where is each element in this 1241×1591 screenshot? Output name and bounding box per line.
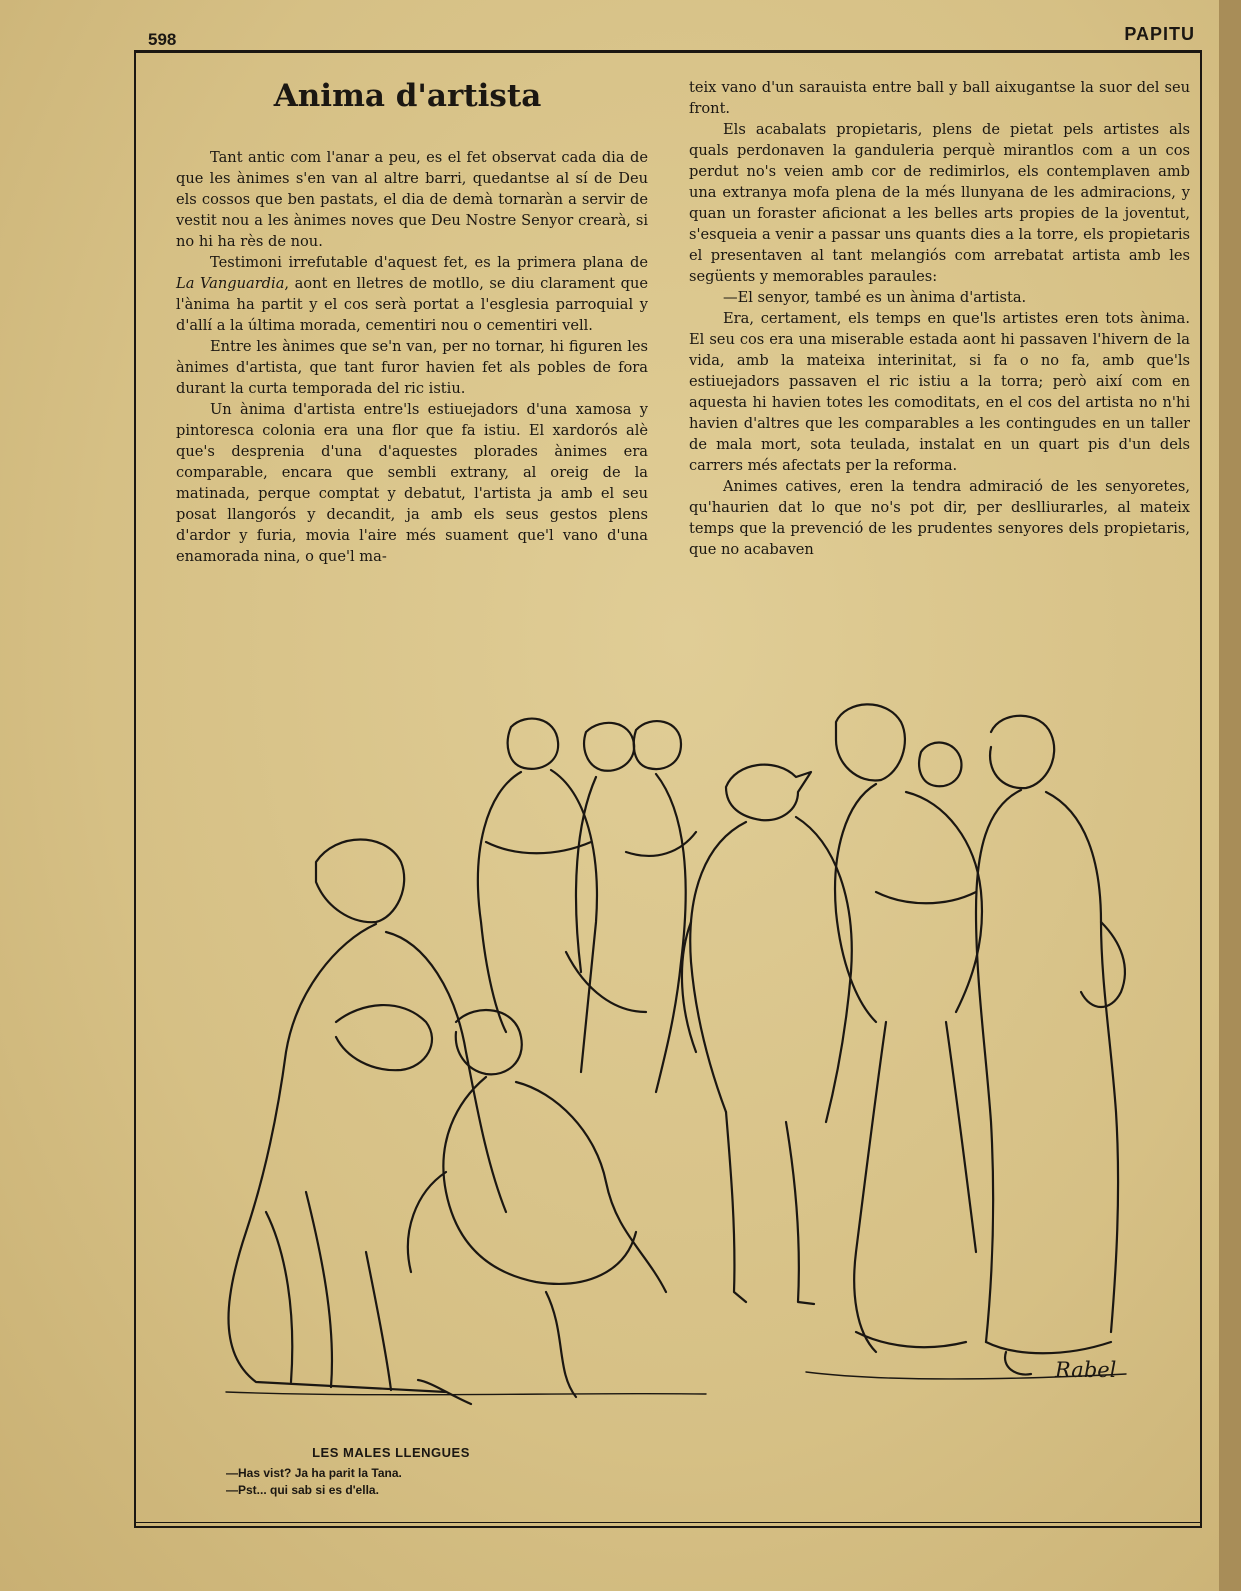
ink-drawing-illustration	[186, 692, 1176, 1412]
caption-line: —Has vist? Ja ha parit la Tana.	[226, 1466, 402, 1480]
newspaper-name: La Vanguardia	[176, 275, 285, 292]
paragraph: Entre les ànimes que se'n van, per no tornar, hi figuren les ànimes d'artista, que tant furor havien fet als pobles de fora durant la curta temporada del ric istiu.	[176, 338, 648, 397]
article-right-column	[689, 77, 1190, 560]
caption-line: —Pst... qui sab si es d'ella.	[226, 1483, 379, 1497]
standing-woman-back-figure	[478, 719, 597, 1072]
bottom-double-rule	[136, 1522, 1200, 1523]
page-number: 598	[148, 30, 177, 49]
caption-title: LES MALES LLENGUES	[312, 1445, 470, 1460]
paragraph: Tant antic com l'anar a peu, es el fet observat cada dia de que les ànimes s'en van al altre barri, quedantse al sí de Deu els cossos que ben pastats, el dia de demà tornaràn a servir de vestit nou a les ànimes noves que Deu Nostre Senyor crearà, si no hi ha rès de nou.	[176, 149, 648, 250]
crouching-woman-figure	[408, 1010, 666, 1397]
man-with-cap-figure	[682, 765, 852, 1304]
paragraph: —El senyor, també es un ànima d'artista.	[723, 289, 1027, 306]
page-binding-edge	[1219, 0, 1241, 1591]
paragraph: teix vano d'un sarauista entre ball y ball aixugantse la suor del seu front.	[689, 79, 1190, 117]
article-left-column	[176, 147, 648, 567]
paragraph: Un ànima d'artista entre'ls estiuejadors d'una xamosa y pintoresca colonia era una flor que fa istiu. El xardorós alè que's desprenia d'una d'aquestes plorades ànimes era comparable, encara que sembli extrany, al oreig de la matinada, perque comptat y debatut, l'artista ja amb el seu posat llangorós y decandit, ja amb els seus gestos plens d'ardor y furia, movia l'aire més suament que'l vano d'una enamorada nina, o que'l ma-	[176, 401, 648, 565]
artist-signature: Rabel	[1055, 1358, 1117, 1382]
top-rule	[134, 50, 1202, 53]
tall-woman-right-figure	[976, 716, 1125, 1375]
paragraph: Els acabalats propietaris, plens de pietat pels artistes als quals perdonaven la ganduleria perquè mirantlos com a un cos perdut no's veien amb cor de redimirlos, els contemplaven amb una extranya mofa plena de la més llunyana de les admiracions, y quan un foraster aficionat a les belles arts propies de la joventut, s'esqueia a venir a passar uns quants dies a la torre, els propietaris el presentaven al tant melangiós com arrebatat artista amb les següents y memorables paraules:	[689, 121, 1190, 285]
paragraph: Animes catives, eren la tendra admiració de les senyoretes, qu'haurien dat lo que no's pot dir, per deslliurarles, al mateix temps que la prevenció de les prudentes senyores dels propietaris, que no acabaven	[689, 478, 1190, 558]
illustration-caption	[226, 1445, 556, 1499]
paragraph: Testimoni irrefutable d'aquest fet, es la primera plana de La Vanguardia, aont en lletres de motllo, se diu clarament que l'ànima ha partit y el cos serà portat a l'esglesia parroquial y d'allí a la última morada, cementiri nou o cementiri vell.	[176, 254, 648, 334]
seated-woman-figure	[229, 840, 507, 1405]
magazine-title: PAPITU	[1124, 24, 1195, 44]
paragraph: Era, certament, els temps en que'ls artistes eren tots ànima. El seu cos era una miserable estada aont hi passaven l'hivern de la vida, amb la mateixa interinitat, si fa o no fa, amb que'ls estiuejadors passaven el ric istiu a la torra; però així com en aquesta hi havien totes les comoditats, en el cos del artista no n'hi havien d'altres que les comparables a les contingudes en un taller de mala mort, sota teulada, instalat en un quart pis d'un dels carrers més afectats per la reforma.	[689, 310, 1190, 474]
article-title: Anima d'artista	[273, 78, 542, 114]
woman-holding-child-figure	[835, 704, 982, 1352]
